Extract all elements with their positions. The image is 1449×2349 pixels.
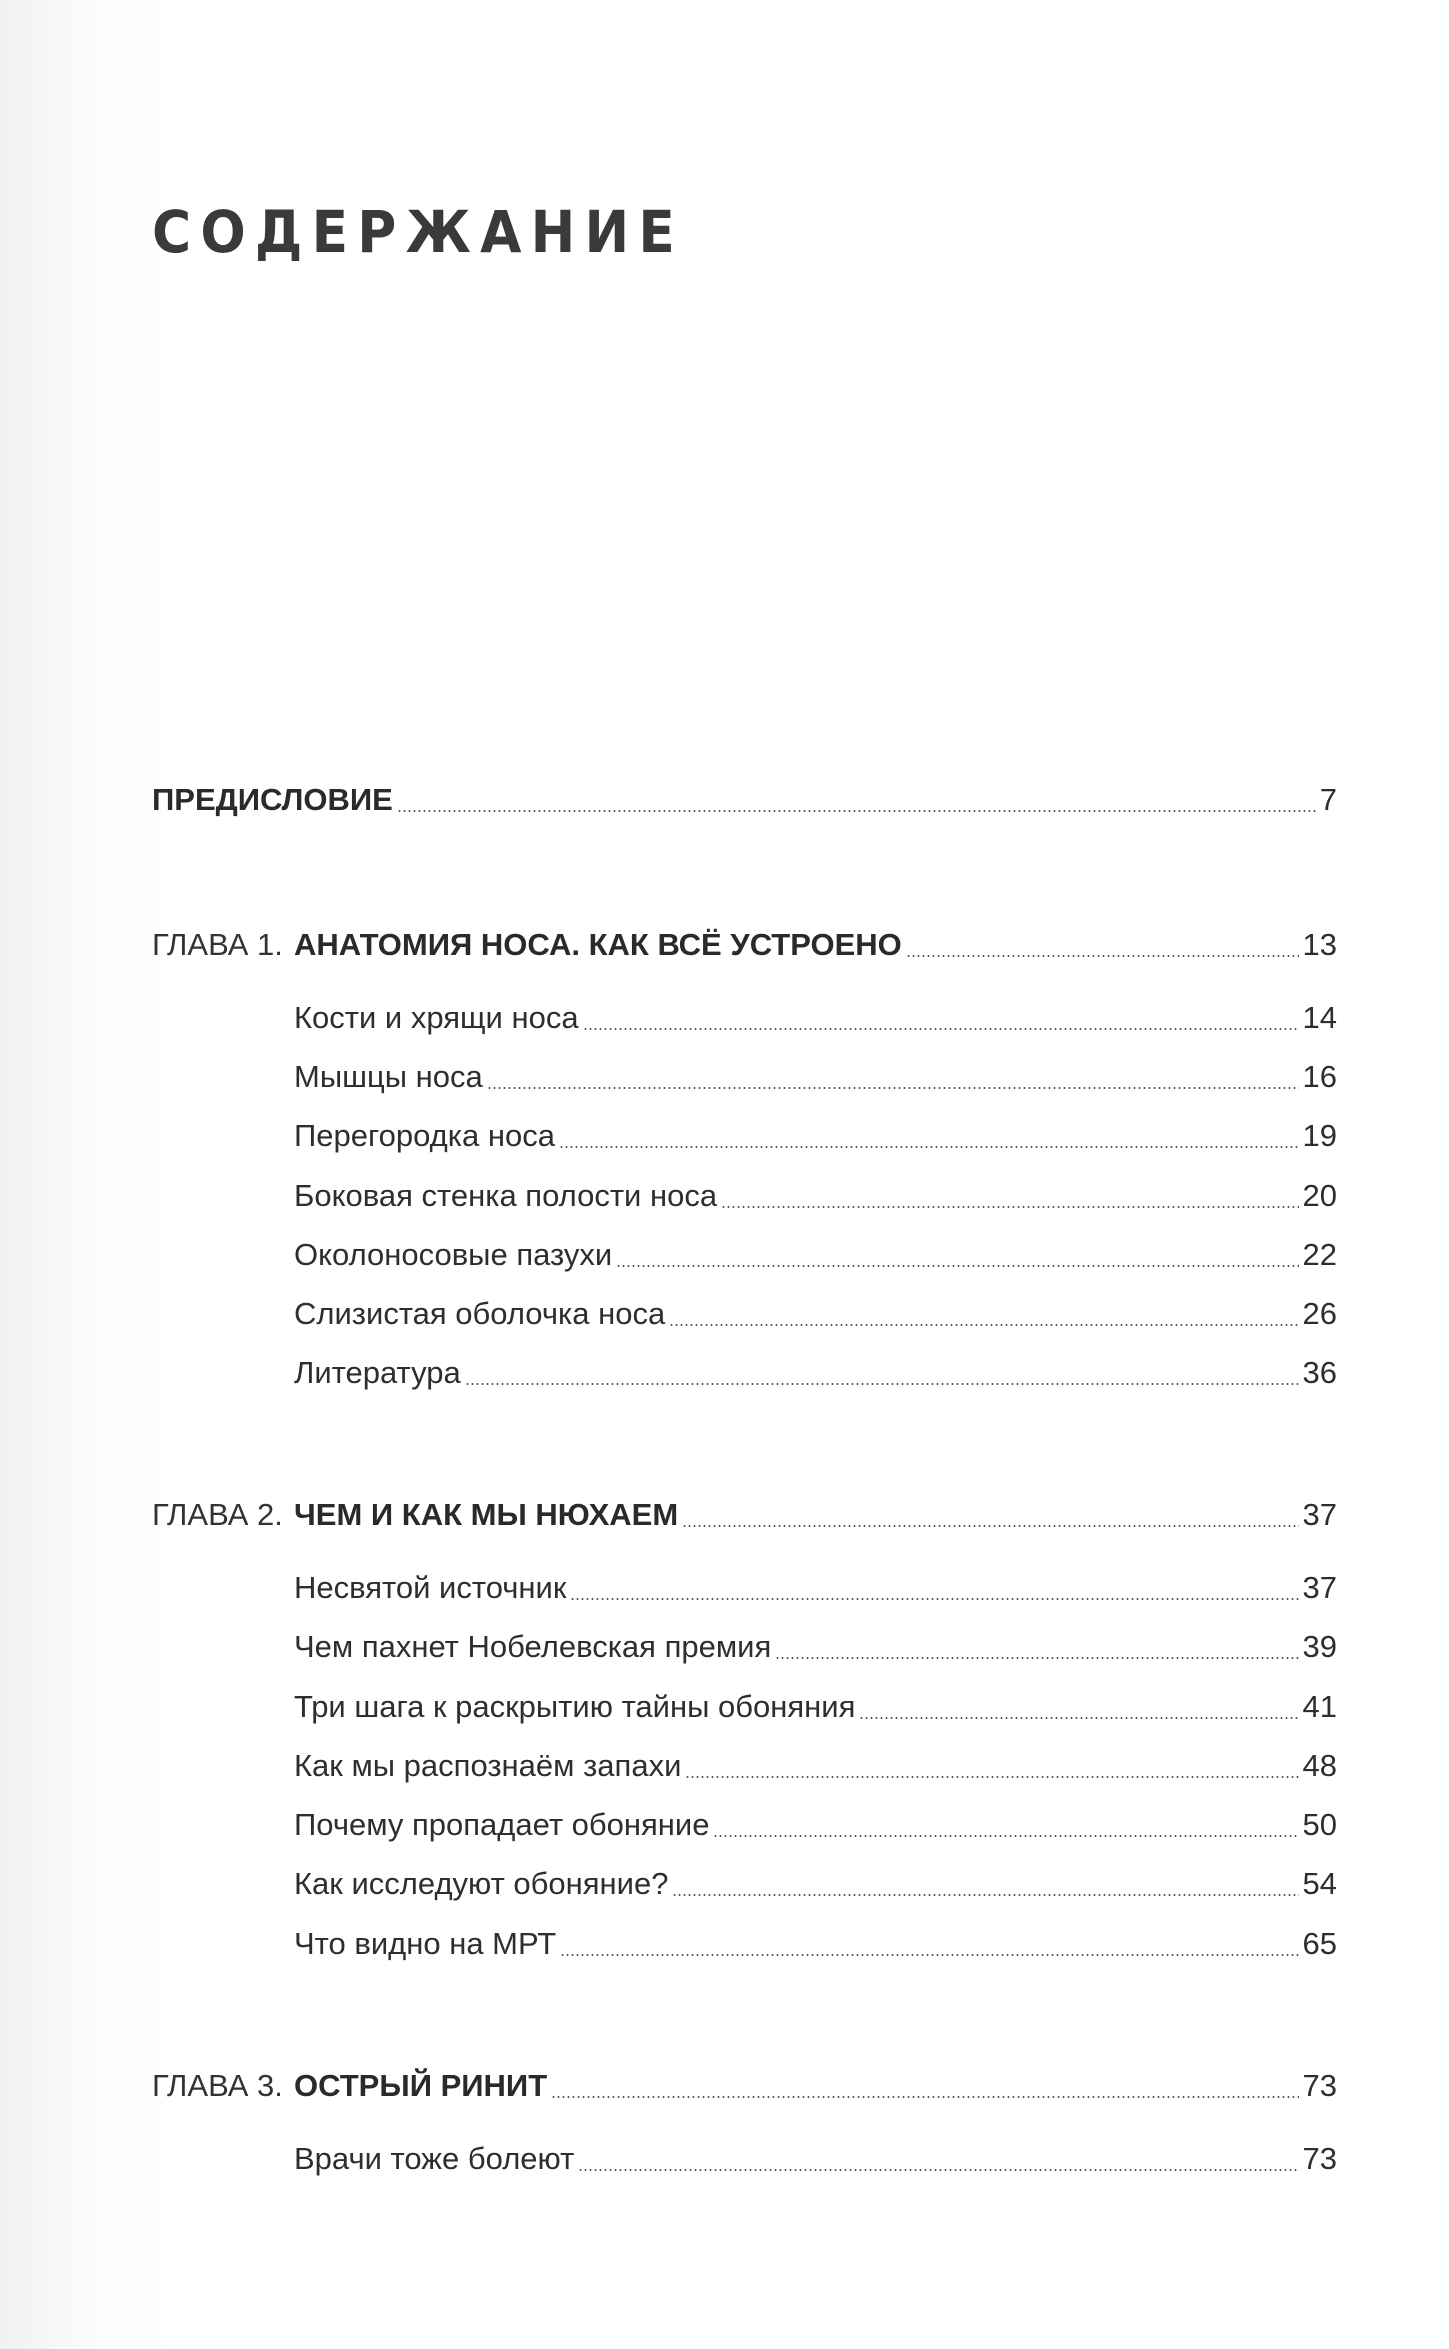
dot-leader [583, 1028, 1299, 1030]
section-title: Литература [294, 1355, 461, 1390]
section-title: Врачи тоже болеют [294, 2141, 575, 2176]
page-number: 22 [1302, 1237, 1337, 1272]
dot-leader [775, 1657, 1298, 1659]
page-number: 26 [1302, 1296, 1337, 1331]
section-title: Что видно на МРТ [294, 1926, 557, 1961]
toc-section[interactable] [294, 1681, 1337, 1727]
chapter-title: ОСТРЫЙ РИНИТ [294, 2068, 548, 2103]
toc-entry-preface[interactable] [152, 774, 1337, 820]
page-number: 54 [1302, 1866, 1337, 1901]
page-number: 7 [1319, 782, 1337, 817]
page-number: 13 [1302, 927, 1337, 962]
toc-section[interactable] [294, 1621, 1337, 1667]
dot-leader [559, 1146, 1299, 1148]
dot-leader [685, 1776, 1298, 1778]
section-title: Кости и хрящи носа [294, 1000, 579, 1035]
toc-section[interactable] [294, 1229, 1337, 1275]
page-number: 19 [1302, 1118, 1337, 1153]
chapter-title: ЧЕМ И КАК МЫ НЮХАЕМ [294, 1497, 679, 1532]
section-title: Перегородка носа [294, 1118, 555, 1153]
dot-leader [551, 2096, 1298, 2098]
section-title: Как исследуют обоняние? [294, 1866, 669, 1901]
page-number: 65 [1302, 1926, 1337, 1961]
toc-chapter[interactable] [152, 1489, 1337, 1535]
toc-section[interactable] [294, 1740, 1337, 1786]
page-number: 16 [1302, 1059, 1337, 1094]
page-title: СОДЕРЖАНИЕ [152, 198, 684, 266]
toc-chapter[interactable] [152, 2060, 1337, 2106]
dot-leader [397, 810, 1316, 812]
section-title: Несвятой источник [294, 1570, 567, 1605]
section-title: Мышцы носа [294, 1059, 483, 1094]
dot-leader [713, 1835, 1298, 1837]
dot-leader [578, 2169, 1298, 2171]
chapter-title: АНАТОМИЯ НОСА. КАК ВСЁ УСТРОЕНО [294, 927, 902, 962]
toc-section[interactable] [294, 1799, 1337, 1845]
page-number: 14 [1302, 1000, 1337, 1035]
dot-leader [616, 1265, 1298, 1267]
toc-section[interactable] [294, 1918, 1337, 1964]
section-title: Чем пахнет Нобелевская премия [294, 1629, 772, 1664]
toc-section[interactable] [294, 1562, 1337, 1608]
toc-chapter[interactable] [152, 919, 1337, 965]
entry-title: ПРЕДИСЛОВИЕ [152, 782, 393, 817]
toc-section[interactable] [294, 1347, 1337, 1393]
page-number: 20 [1302, 1178, 1337, 1213]
section-title: Околоносовые пазухи [294, 1237, 613, 1272]
section-title: Как мы распознаём запахи [294, 1748, 682, 1783]
page-number: 37 [1302, 1570, 1337, 1605]
toc-section[interactable] [294, 1170, 1337, 1216]
section-title: Слизистая оболочка носа [294, 1296, 666, 1331]
dot-leader [672, 1894, 1298, 1896]
dot-leader [560, 1954, 1298, 1956]
section-title: Три шага к раскрытию тайны обоняния [294, 1689, 856, 1724]
chapter-label: ГЛАВА 1. [152, 927, 283, 962]
toc-section[interactable] [294, 1051, 1337, 1097]
dot-leader [465, 1383, 1299, 1385]
toc-section[interactable] [294, 1288, 1337, 1334]
page-number: 41 [1302, 1689, 1337, 1724]
chapter-label: ГЛАВА 3. [152, 2068, 283, 2103]
page-number: 73 [1302, 2068, 1337, 2103]
page-number: 48 [1302, 1748, 1337, 1783]
chapter-label: ГЛАВА 2. [152, 1497, 283, 1532]
toc-section[interactable] [294, 1110, 1337, 1156]
page-number: 50 [1302, 1807, 1337, 1842]
dot-leader [859, 1717, 1298, 1719]
page-number: 36 [1302, 1355, 1337, 1390]
toc-section[interactable] [294, 992, 1337, 1038]
page-number: 37 [1302, 1497, 1337, 1532]
page-number: 39 [1302, 1629, 1337, 1664]
dot-leader [721, 1206, 1298, 1208]
dot-leader [570, 1598, 1298, 1600]
dot-leader [906, 955, 1299, 957]
dot-leader [669, 1324, 1298, 1326]
dot-leader [487, 1087, 1299, 1089]
toc-section[interactable] [294, 2133, 1337, 2179]
section-title: Боковая стенка полости носа [294, 1178, 718, 1213]
section-title: Почему пропадает обоняние [294, 1807, 710, 1842]
page-number: 73 [1302, 2141, 1337, 2176]
toc-section[interactable] [294, 1858, 1337, 1904]
dot-leader [682, 1525, 1298, 1527]
